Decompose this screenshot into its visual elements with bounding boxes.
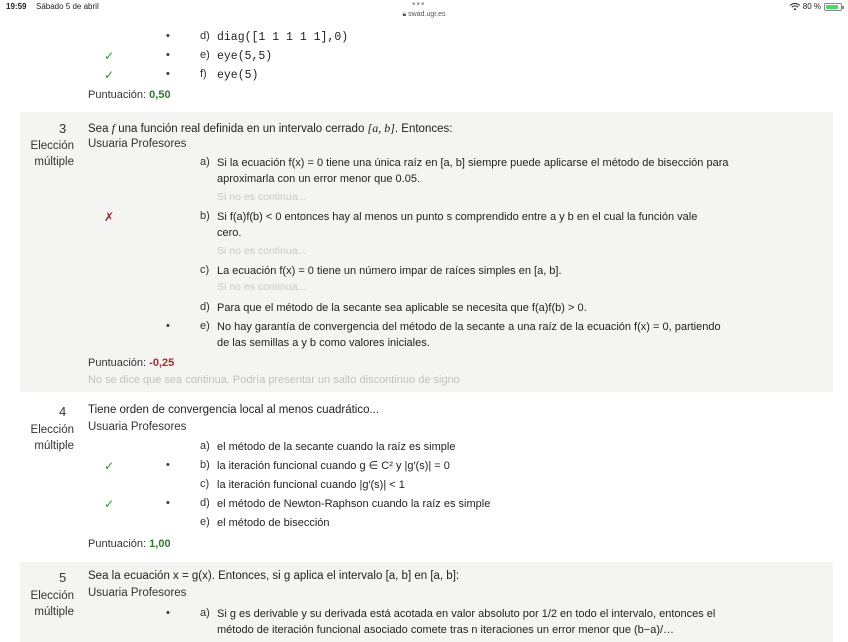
option-letter: e)	[200, 49, 210, 61]
question-text: Tiene orden de convergencia local al menos cuadrático...	[88, 404, 380, 416]
option-letter: d)	[200, 30, 210, 42]
option-text: la iteración funcional cuando |g′(s)| < 1	[217, 479, 405, 491]
option-letter: c)	[200, 478, 210, 490]
question-type: Elección múltiple	[30, 140, 74, 168]
score-label: Puntuación:	[88, 538, 147, 550]
option-letter: d)	[200, 497, 210, 509]
correct-check-icon: ✓	[104, 497, 115, 511]
option-text: Si f(a)f(b) < 0 entonces hay al menos un punto s comprendido entre a y b en el cual la función vale cero.	[217, 211, 698, 239]
question-author: Usuaria Profesores	[88, 138, 187, 150]
url-label[interactable]	[388, 11, 460, 19]
question-author: Usuaria Profesores	[88, 587, 187, 599]
option-text: Para que el método de la secante sea aplicable se necesita que f(a)f(b) > 0.	[217, 302, 587, 314]
option-text: el método de la secante cuando la raíz es simple	[217, 441, 456, 453]
question-prev	[20, 28, 833, 110]
option-text: la iteración funcional cuando g ∈ C² y |g′(s)| = 0	[217, 460, 450, 472]
option-text: diag([1 1 1 1 1],0)	[217, 31, 349, 44]
question-number: 3	[59, 121, 67, 136]
option-dot: •	[166, 497, 170, 509]
correct-check-icon: ✓	[104, 68, 115, 82]
correct-check-icon: ✓	[104, 49, 115, 63]
status-bar	[0, 0, 848, 28]
option-text: La ecuación f(x) = 0 tiene un número impar de raíces simples en [a, b].	[217, 265, 562, 277]
score-label: Puntuación:	[88, 357, 147, 369]
question-feedback: No se dice que sea continua. Podría presentar un salto discontinuo de signo	[88, 374, 460, 386]
option-letter: b)	[200, 459, 210, 471]
option-dot: •	[166, 68, 170, 80]
question-number: 5	[59, 570, 67, 585]
option-dot: •	[166, 459, 170, 471]
option-feedback: Si no es continua...	[217, 191, 307, 203]
incorrect-cross-icon: ✗	[104, 210, 115, 224]
score	[88, 538, 171, 550]
date: Sábado 5 de abril	[36, 2, 99, 11]
option-feedback: Si no es continua...	[217, 281, 307, 293]
option-letter: a)	[200, 440, 210, 452]
battery-icon	[824, 3, 842, 11]
option-text: Si g es derivable y su derivada está acotada en valor absoluto por 1/2 en todo el intervalo, entonces el método de iteración funcional asociado comete tras n iteraciones un error menor que (b−a)/…	[217, 608, 716, 636]
score	[88, 89, 171, 101]
question-3	[20, 112, 833, 392]
clock: 19:59	[6, 2, 27, 11]
option-feedback: Si no es continua...	[217, 245, 307, 257]
option-letter: d)	[200, 301, 210, 313]
option-text: Si la ecuación f(x) = 0 tiene una única raíz en [a, b] siempre puede aplicarse el método de bisección para aproximarla con un error menor que 0.05.	[217, 157, 729, 185]
battery-percent: 80 %	[802, 2, 821, 11]
question-author: Usuaria Profesores	[88, 421, 187, 433]
status-icons	[790, 2, 842, 11]
correct-check-icon: ✓	[104, 459, 115, 473]
option-letter: f)	[200, 68, 207, 80]
option-dot: •	[166, 320, 170, 332]
option-text: eye(5,5)	[217, 50, 273, 63]
score-value: 1,00	[149, 538, 171, 550]
url-text: swad.ugr.es	[408, 11, 446, 18]
score	[88, 357, 174, 369]
question-type: Elección múltiple	[30, 590, 74, 618]
option-text: el método de Newton-Raphson cuando la raíz es simple	[217, 498, 491, 510]
lock-icon: 🔒︎	[402, 11, 407, 18]
option-dot: •	[166, 607, 170, 619]
option-letter: e)	[200, 516, 210, 528]
option-letter: e)	[200, 320, 210, 332]
option-dot: •	[166, 49, 170, 61]
score-label: Puntuación:	[88, 89, 147, 101]
option-text: el método de bisección	[217, 517, 330, 529]
question-text: Sea la ecuación x = g(x). Entonces, si g aplica el intervalo [a, b] en [a, b]:	[88, 570, 460, 582]
option-letter: b)	[200, 210, 210, 222]
question-text: Sea f una función real definida en un intervalo cerrado [a, b]. Entonces:	[88, 121, 453, 135]
option-dot: •	[166, 30, 170, 42]
score-value: -0,25	[149, 357, 175, 369]
option-text: No hay garantía de convergencia del método de la secante a una raíz de la ecuación f(x) = 0, partiendo de las semillas a y b como valores iniciales.	[217, 321, 721, 349]
question-5	[20, 562, 833, 642]
option-text: eye(5)	[217, 69, 259, 82]
option-letter: a)	[200, 607, 210, 619]
question-4	[20, 396, 833, 578]
question-type: Elección múltiple	[30, 424, 74, 452]
option-letter: a)	[200, 156, 210, 168]
question-number: 4	[59, 404, 67, 419]
score-value: 0,50	[149, 89, 171, 101]
multitasking-dots[interactable]: •••	[412, 0, 426, 10]
option-letter: c)	[200, 264, 210, 276]
wifi-icon	[790, 3, 800, 11]
